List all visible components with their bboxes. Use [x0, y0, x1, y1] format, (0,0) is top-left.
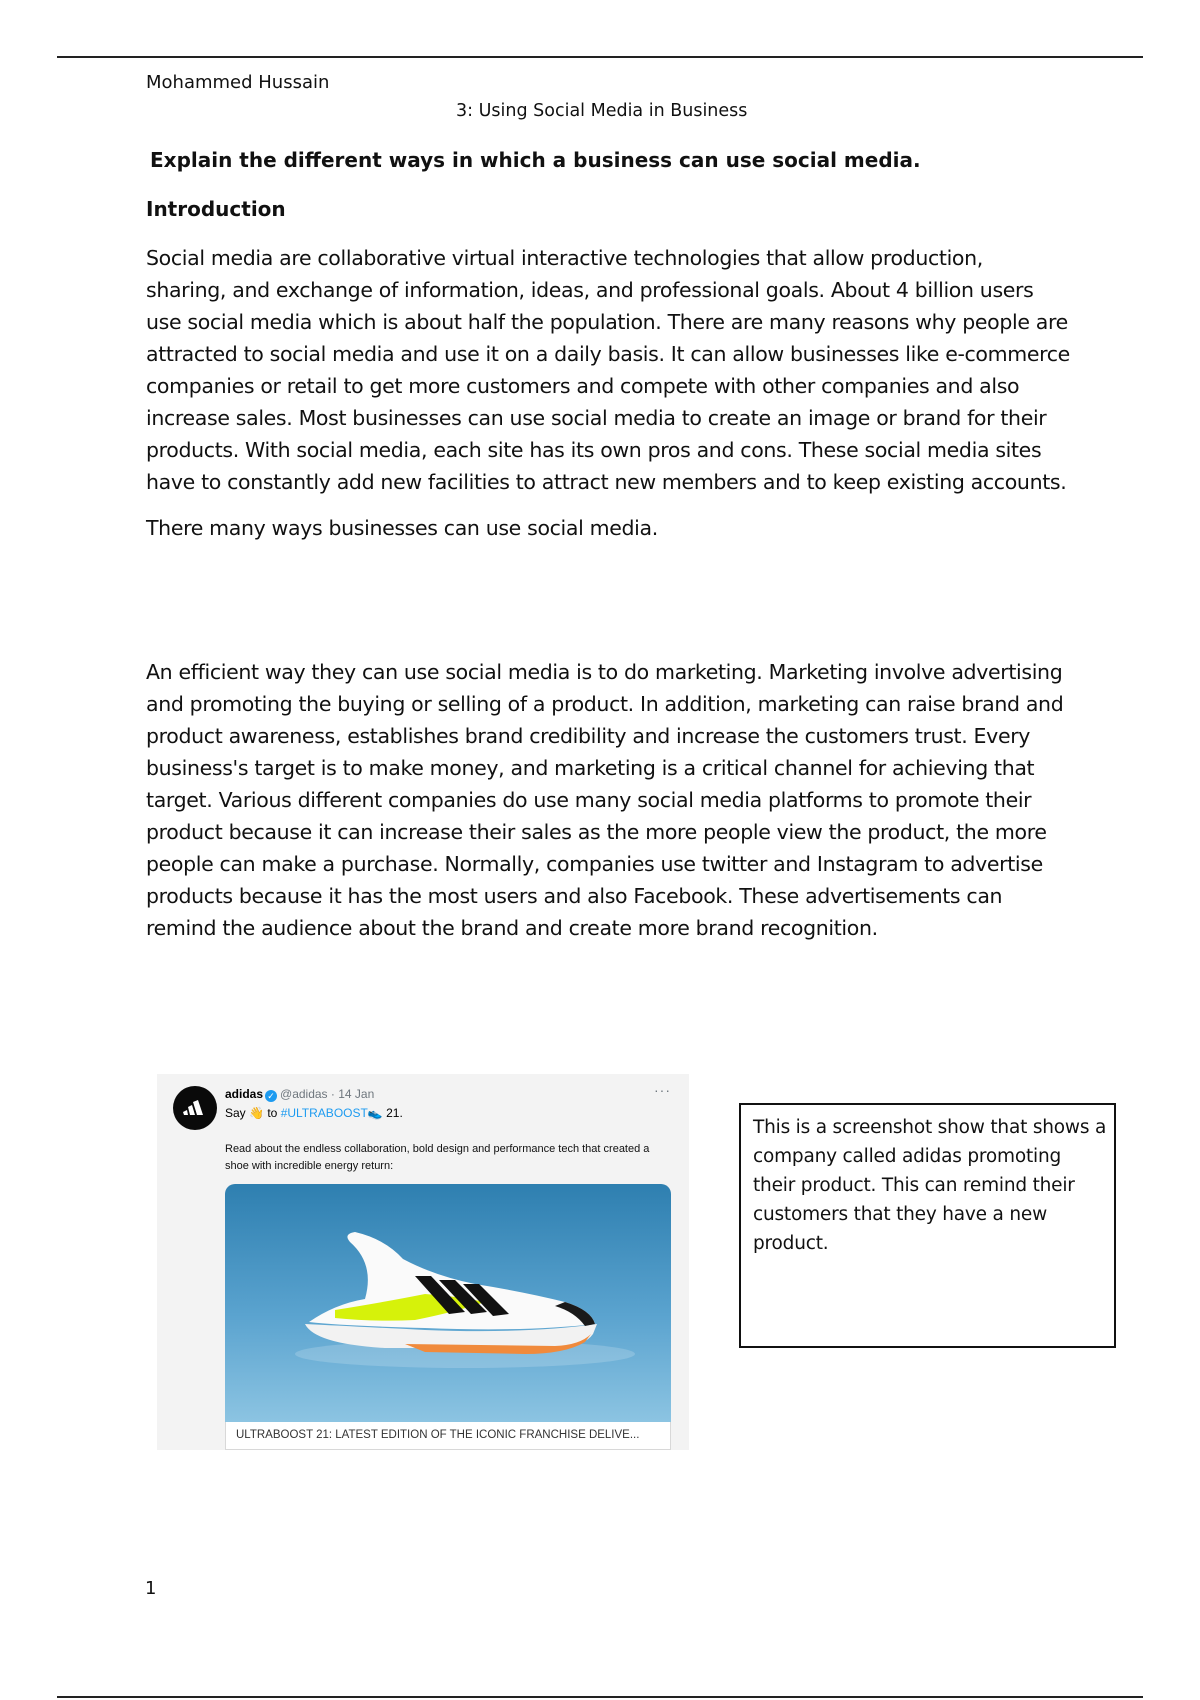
question-heading: Explain the different ways in which a business can use social media.: [150, 148, 921, 172]
introduction-paragraph: [146, 242, 1086, 498]
text-line: sharing, and exchange of information, ideas, and professional goals. About 4 billion users: [146, 278, 1034, 302]
verified-badge-icon: ✓: [265, 1090, 277, 1102]
text-line: have to constantly add new facilities to attract new members and to keep existing accounts.: [146, 470, 1067, 494]
caption-line: their product. This can remind their: [753, 1175, 1075, 1196]
caption-line: company called adidas promoting: [753, 1146, 1062, 1167]
text-line: product because it can increase their sales as the more people view the product, the more: [146, 820, 1047, 844]
tweet-author: [225, 1087, 374, 1102]
text-line: use social media which is about half the population. There are many reasons why people are: [146, 310, 1068, 334]
adidas-logo-icon: [173, 1086, 217, 1130]
top-rule: [57, 56, 1143, 58]
text-line: There many ways businesses can use social media.: [146, 516, 658, 540]
text-line: products because it has the most users and also Facebook. These advertisements can: [146, 884, 1003, 908]
caption-line: customers that they have a new: [753, 1204, 1048, 1225]
page-header-title: 3: Using Social Media in Business: [456, 101, 748, 121]
introduction-heading: Introduction: [146, 197, 286, 221]
text-line: attracted to social media and use it on a daily basis. It can allow businesses like e-commerce: [146, 342, 1070, 366]
tweet-say-to: to: [267, 1106, 278, 1120]
screenshot-caption-box: [739, 1103, 1116, 1348]
page-number: 1: [145, 1578, 157, 1599]
shoe-emoji: 👟: [367, 1106, 383, 1120]
text-line: target. Various different companies do use many social media platforms to promote their: [146, 788, 1032, 812]
tweet-headline: [225, 1106, 403, 1120]
tweet-username: adidas: [225, 1087, 264, 1101]
introduction-closing: [146, 512, 1086, 544]
text-line: remind the audience about the brand and create more brand recognition.: [146, 916, 878, 940]
tweet-say-prefix: Say: [225, 1106, 246, 1120]
text-line: increase sales. Most businesses can use social media to create an image or brand for their: [146, 406, 1047, 430]
tweet-hashtag: #ULTRABOOST: [280, 1106, 368, 1120]
text-line: An efficient way they can use social media is to do marketing. Marketing involve advertising: [146, 660, 1063, 684]
text-line: Social media are collaborative virtual interactive technologies that allow production,: [146, 246, 983, 270]
marketing-paragraph: [146, 656, 1086, 944]
tweet-card-title: ULTRABOOST 21: LATEST EDITION OF THE ICONIC FRANCHISE DELIVE...: [225, 1422, 671, 1450]
caption-line: product.: [753, 1233, 829, 1254]
text-line: people can make a purchase. Normally, companies use twitter and Instagram to advertise: [146, 852, 1043, 876]
caption-line: This is a screenshot show that shows a: [753, 1117, 1107, 1138]
wave-emoji: 👋: [249, 1106, 264, 1120]
text-line: products. With social media, each site has its own pros and cons. These social media sites: [146, 438, 1042, 462]
shoe-image: [225, 1184, 671, 1422]
tweet-screenshot: [157, 1074, 689, 1450]
text-line: product awareness, establishes brand credibility and increase the customers trust. Every: [146, 724, 1031, 748]
author-name: Mohammed Hussain: [146, 72, 330, 93]
text-line: and promoting the buying or selling of a product. In addition, marketing can raise brand and: [146, 692, 1064, 716]
tweet-say-suffix: 21.: [386, 1106, 403, 1120]
tweet-handle: @adidas · 14 Jan: [280, 1087, 375, 1101]
text-line: business's target is to make money, and marketing is a critical channel for achieving that: [146, 756, 1035, 780]
bottom-rule: [57, 1696, 1143, 1698]
tweet-body: Read about the endless collaboration, bold design and performance tech that created a shoe with incredible energy return:: [225, 1143, 650, 1172]
text-line: companies or retail to get more customers and compete with other companies and also: [146, 374, 1020, 398]
more-options-icon: ···: [654, 1082, 671, 1098]
